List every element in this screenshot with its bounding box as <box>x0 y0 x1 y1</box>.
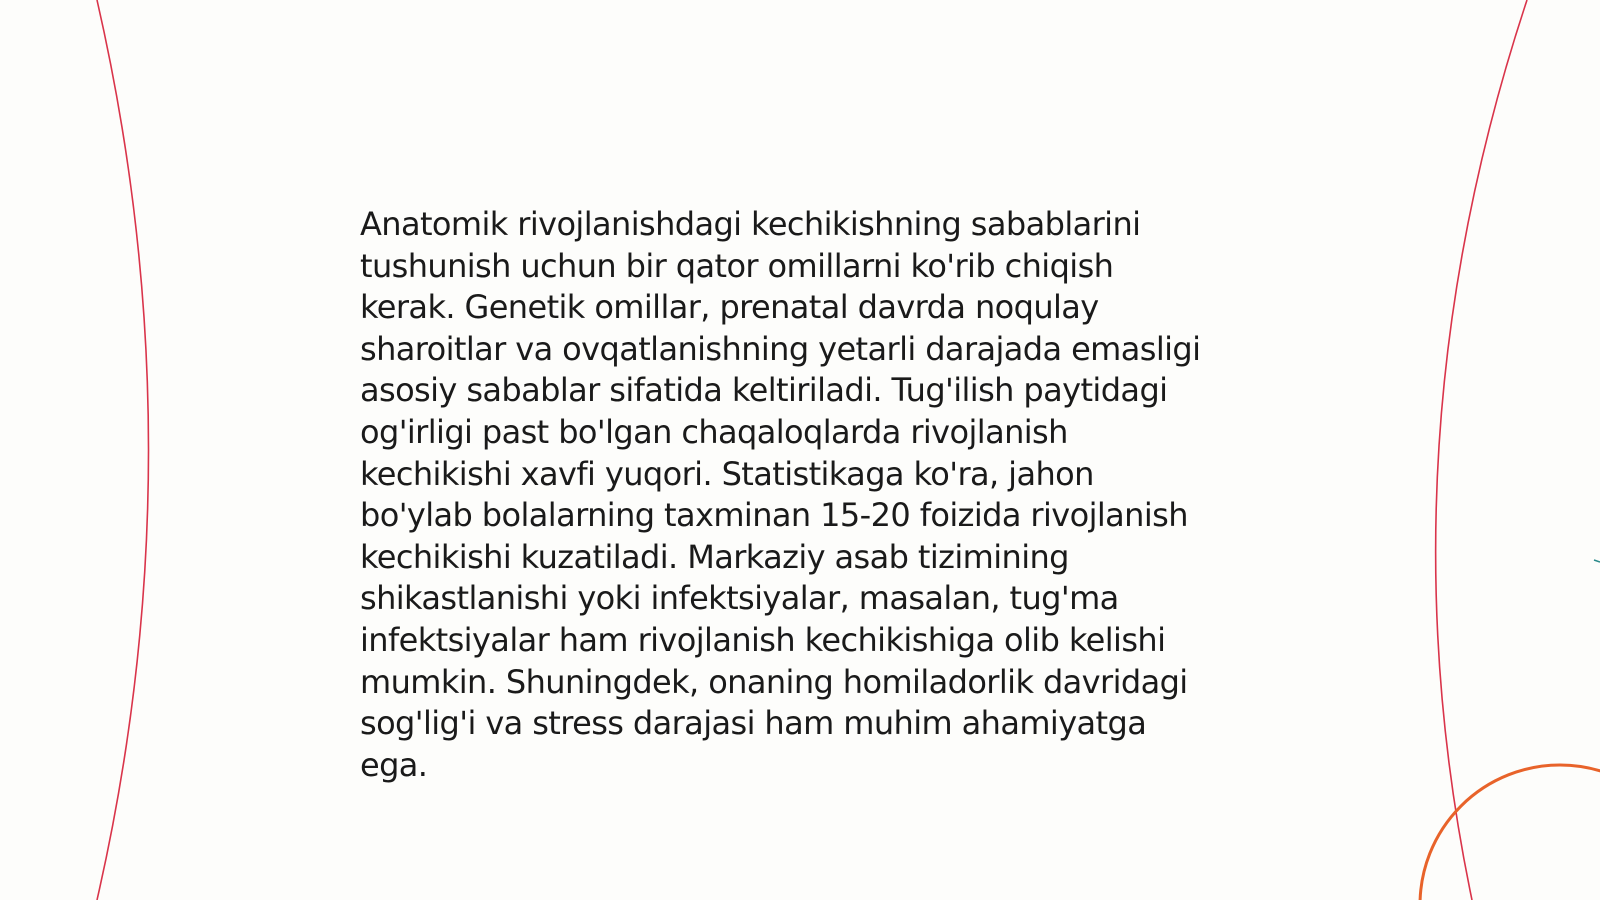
teal-mark <box>1594 560 1600 562</box>
body-paragraph: Anatomik rivojlanishdagi kechikishning sabablarini tushunish uchun bir qator omillarni ko'rib chiqish kerak. Genetik omillar, prenatal davrda noqulay sharoitlar va ovqatlanishning yetarli darajada emasligi asosiy sabablar sifatida keltiriladi. Tug'ilish paytidagi og'irligi past bo'lgan chaqaloqlarda rivojlanish kechikishi xavfi yuqori. Statistikaga ko'ra, jahon bo'ylab bolalarning taxminan 15-20 foizida rivojlanish kechikishi kuzatiladi. Markaziy asab tizimining shikastlanishi yoki infektsiyalar, masalan, tug'ma infektsiyalar ham rivojlanish kechikishiga olib kelishi mumkin. Shuningdek, onaning homiladorlik davridagi sog'lig'i va stress darajasi ham muhim ahamiyatga ega. <box>360 205 1201 784</box>
left-curve-line <box>97 0 149 900</box>
orange-circle-arc <box>1420 765 1600 900</box>
right-curve-line <box>1436 0 1527 900</box>
